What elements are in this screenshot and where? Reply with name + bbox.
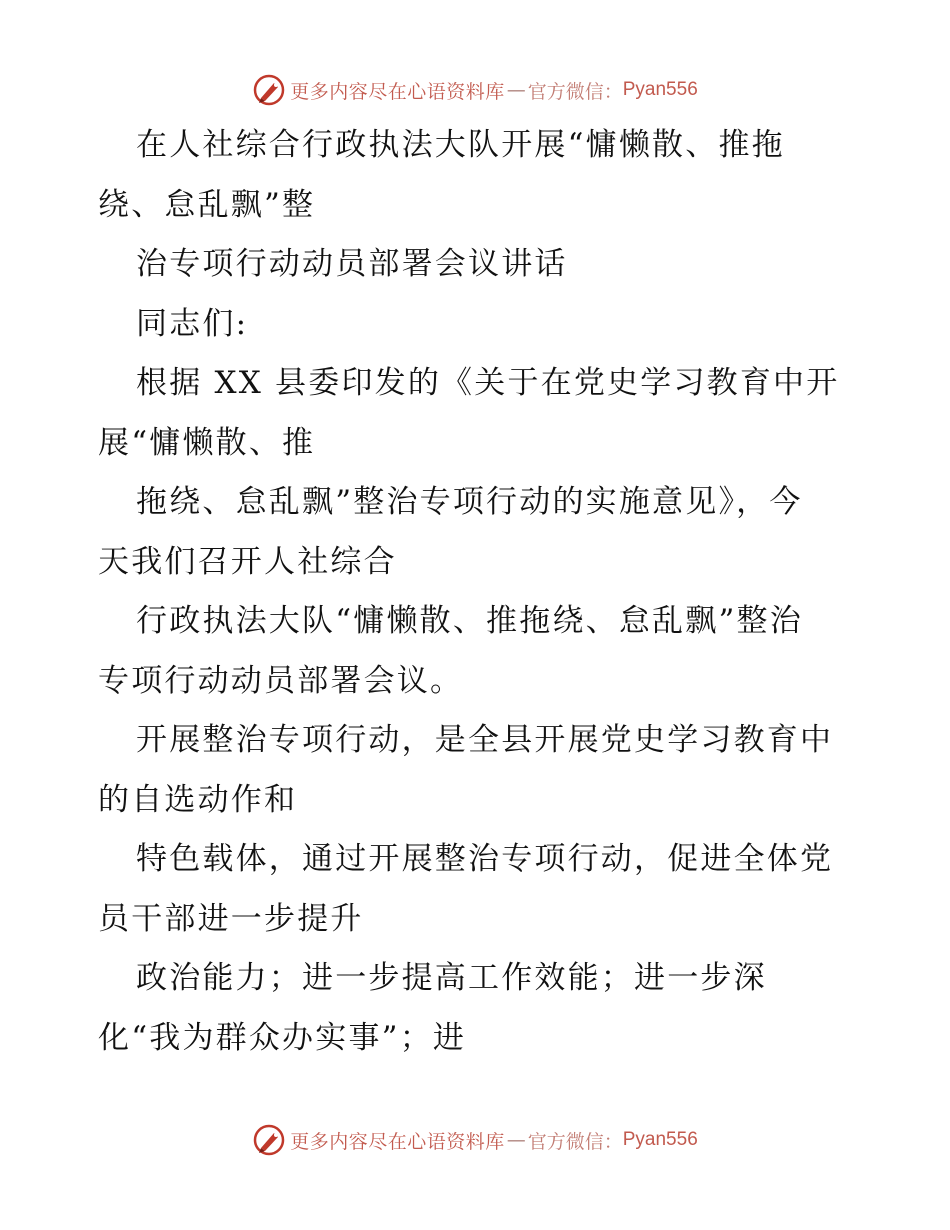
document-line: 天我们召开人社综合 (98, 543, 397, 580)
document-line: 的自选动作和 (98, 781, 298, 818)
document-line: 特色载体，通过开展整治专项行动，促进全体党 (136, 841, 834, 877)
document-line: 根据 XX 县委印发的《关于在党史学习教育中开 (136, 365, 840, 401)
document-body (98, 116, 858, 1068)
document-line: 化“我为群众办实事”；进 (98, 1019, 467, 1056)
footer-watermark (0, 1120, 950, 1160)
document-line: 治专项行动动员部署会议讲话 (136, 246, 568, 282)
document-line: 展“慵懒散、推 (98, 424, 316, 461)
document-line: 政治能力；进一步提高工作效能；进一步深 (136, 960, 767, 996)
document-line: 行政执法大队“慵懒散、推拖绕、怠乱飘”整治 (136, 603, 803, 639)
watermark-wechat-label: 官方微信： (527, 80, 623, 103)
header-watermark (0, 70, 950, 110)
document-line: 在人社综合行政执法大队开展“慵懒散、推拖 (136, 127, 785, 163)
document-line: 员干部进一步提升 (98, 900, 364, 937)
watermark-separator: — (506, 1129, 526, 1151)
document-line: 拖绕、怠乱飘”整治专项行动的实施意见》，今 (136, 484, 803, 520)
watermark-brand-text: 更多内容尽在心语资料库 (290, 1130, 505, 1153)
watermark-wechat-id: Pyan556 (622, 1129, 698, 1150)
watermark-brand-text: 更多内容尽在心语资料库 (290, 80, 505, 103)
document-line: 专项行动动员部署会议。 (98, 662, 464, 699)
document-line: 开展整治专项行动，是全县开展党史学习教育中 (136, 722, 834, 758)
pen-logo-icon (252, 73, 286, 107)
watermark-wechat-id: Pyan556 (622, 79, 698, 100)
watermark-separator: — (506, 79, 526, 101)
document-line: 绕、怠乱飘”整 (98, 186, 316, 223)
watermark-wechat-label: 官方微信： (527, 1130, 623, 1153)
document-line: 同志们: (136, 305, 249, 342)
pen-logo-icon (252, 1123, 286, 1157)
